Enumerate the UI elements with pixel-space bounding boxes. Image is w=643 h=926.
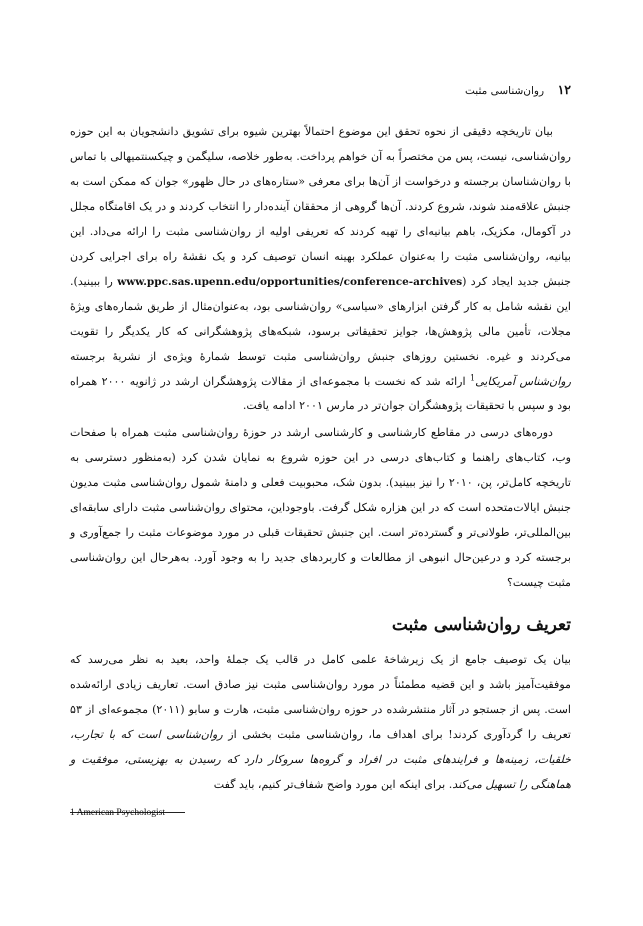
paragraph-courses: دوره‌های درسی در مقاطع کارشناسی و کارشناسی ارشد در حوزهٔ روان‌شناسی مثبت همراه با صفحات وب، کتاب‌های راهنما و کتاب‌های درسی در این حوزه شروع به نمایان شدن کرد (به‌منظور دسترسی به تاریخچه کامل‌تر، پن، ۲۰۱۰ را نیز ببینید). بدون شک، محبوبیت فعلی و دامنهٔ شمول روان‌شناسی مثبت مدیون جنبش ایالات‌متحده است که در این هزاره شکل گرفت. باوجوداین، محتوای روان‌شناسی مثبت دارای سابقه‌ای بین‌المللی‌تر، طولانی‌تر و گسترده‌تر است. این جنبش تحقیقات قبلی در مورد موضوعات مثبت را جمع‌آوری و برجسته کرد و درعین‌حال انبوهی از مطالعات و کاربردهای جدید را به وجود آورد. به‌هرحال این روان‌شناسی مثبت چیست؟ bbox=[70, 426, 571, 590]
paragraph-definition-part2: . برای اینکه این مورد واضح شفاف‌تر کنیم، باید گفت bbox=[213, 777, 453, 791]
page-number: ۱۲ bbox=[557, 82, 571, 97]
footnote bbox=[70, 808, 165, 818]
paragraph-definition-part1: بیان یک توصیف جامع از یک زیرشاخهٔ علمی کامل در قالب یک جملهٔ واحد، بعید به نظر می‌رسد که موفقیت‌آمیز باشد و این قضیه مطمئناً در مورد روان‌شناسی مثبت نیز صادق است. تعاریف زیادی ارائه‌شده است. پس از جستجو در آثار منتشرشده در حوزه روان‌شناسی مثبت، هارت و سابو (۲۰۱۱) مجموعه‌ای از ۵۳ تعریف را گردآوری کردند! برای اهداف ما، روان‌شناسی مثبت بخشی از bbox=[70, 653, 572, 741]
footnote-number: 1 bbox=[70, 808, 75, 818]
paragraph-history-part1: بیان تاریخچه دقیقی از نحوه تحقق این موضوع احتمالاً بهترین شیوه برای تشویق دانشجویان به این حوزه روان‌شناسی، نیست، پس من مختصراً به آن خواهم پرداخت. به‌طور خلاصه، سلیگمن و چیکسنتمیهالی با تماس با روان‌شناسان برجسته و درخواست از آن‌ها برای معرفی «ستاره‌های در حال ظهور» جوان که ممکن است به جنبش علاقه‌مند شوند، شروع کردند. آن‌ها گروهی از محققان آینده‌دار را انتخاب کردند و در یک اقامتگاه مجلل در آکومال، مکزیک، باهم بیانیه‌ای را تهیه کردند که تعریفی اولیه از روان‌شناسی مثبت را ارائه می‌داد. این بیانیه، روان‌شناسی مثبت را به‌عنوان عملکرد بهینه انسان توصیف کرد و یک نقشهٔ راه برای اجرایی کردن جنبش جدید ایجاد کرد ( bbox=[70, 125, 572, 288]
running-header bbox=[70, 82, 571, 102]
paragraph-history bbox=[70, 120, 571, 419]
paragraph-history-part2: را ببینید). این نقشه شامل به کار گرفتن ابزارهای «سیاسی» روان‌شناسی بود، به‌عنوان‌مثال از طریق شماره‌های ویژهٔ مجلات، تأمین مالی پژوهش‌ها، جوایز تحقیقاتی برسود، شبکه‌های پژوهشگرانی که کار یکدیگر را تقویت می‌کردند و غیره. نخستین روزهای جنبش روان‌شناسی مثبت توسط شمارهٔ ویژه‌ی از نشریهٔ برجسته bbox=[70, 274, 571, 363]
definition-emphasis: روان‌شناسی است که با تجارب، خلقیات، زمینه‌ها و فرایندهای مثبت در افراد و گروه‌ها سروکار دارد که رسیدن به بهزیستی، موفقیت و هماهنگی را تسهیل می‌کند bbox=[70, 727, 571, 791]
footnote-marker: 1 bbox=[469, 372, 476, 382]
section-heading: تعریف روان‌شناسی مثبت bbox=[391, 615, 571, 636]
paragraph-history-part3: ارائه شد که نخست با مجموعه‌ای از مقالات پژوهشگران ارشد در ژانویه ۲۰۰۰ همراه بود و سپس با تحقیقات پژوهشگران جوان‌تر در مارس ۲۰۰۱ ادامه یافت. bbox=[70, 374, 571, 413]
paragraph-definition bbox=[70, 648, 571, 798]
conference-archives-url: www.ppc.sas.upenn.edu/opportunities/conference-archives bbox=[117, 275, 463, 288]
journal-name: روان‌شناس آمریکایی bbox=[475, 374, 571, 388]
running-title: روان‌شناسی مثبت bbox=[464, 85, 545, 97]
body-text bbox=[70, 120, 571, 798]
footnote-text: American Psychologist bbox=[76, 808, 165, 818]
